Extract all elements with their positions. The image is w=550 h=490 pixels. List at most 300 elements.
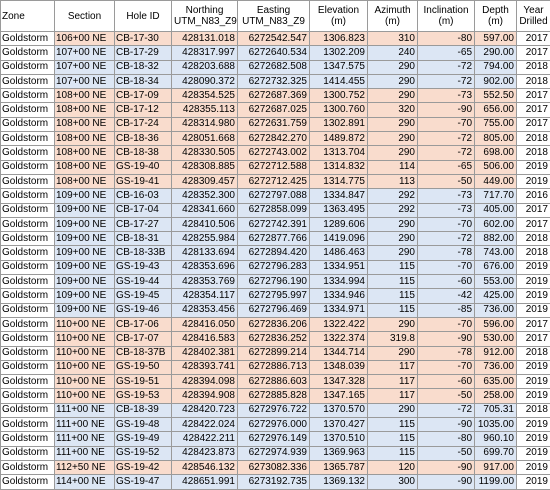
cell-hole-id: CB-17-09 <box>115 89 172 103</box>
cell-year-drilled: 2018 <box>517 60 550 74</box>
table-row <box>1 217 550 231</box>
cell-zone: Goldstorm <box>1 160 55 174</box>
cell-easting: 6272836.206 <box>238 317 310 331</box>
table-row <box>1 432 550 446</box>
cell-inclination: -80 <box>418 432 475 446</box>
cell-section: 110+00 NE <box>55 389 115 403</box>
cell-depth: 736.00 <box>475 360 517 374</box>
cell-azimuth: 290 <box>368 60 418 74</box>
cell-azimuth: 115 <box>368 303 418 317</box>
cell-easting: 6272687.025 <box>238 103 310 117</box>
cell-elevation: 1302.209 <box>310 46 368 60</box>
cell-year-drilled: 2018 <box>517 403 550 417</box>
column-header-azimuth: Azimuth (m) <box>368 1 418 32</box>
table-row <box>1 74 550 88</box>
table-row <box>1 232 550 246</box>
cell-zone: Goldstorm <box>1 132 55 146</box>
table-row <box>1 375 550 389</box>
table-row <box>1 360 550 374</box>
cell-zone: Goldstorm <box>1 432 55 446</box>
cell-depth: 1035.00 <box>475 418 517 432</box>
cell-elevation: 1348.039 <box>310 360 368 374</box>
cell-inclination: -90 <box>418 475 475 489</box>
cell-elevation: 1363.495 <box>310 203 368 217</box>
cell-easting: 6272732.325 <box>238 74 310 88</box>
cell-northing: 428394.098 <box>172 375 238 389</box>
cell-year-drilled: 2017 <box>517 203 550 217</box>
cell-northing: 428393.741 <box>172 360 238 374</box>
cell-zone: Goldstorm <box>1 260 55 274</box>
cell-northing: 428354.525 <box>172 89 238 103</box>
cell-depth: 425.00 <box>475 289 517 303</box>
table-row <box>1 103 550 117</box>
table-body <box>1 32 550 490</box>
cell-zone: Goldstorm <box>1 46 55 60</box>
cell-azimuth: 290 <box>368 317 418 331</box>
cell-hole-id: GS-19-52 <box>115 446 172 460</box>
cell-section: 109+00 NE <box>55 303 115 317</box>
cell-depth: 597.00 <box>475 32 517 46</box>
table-row <box>1 332 550 346</box>
cell-section: 109+00 NE <box>55 217 115 231</box>
cell-azimuth: 290 <box>368 146 418 160</box>
cell-depth: 449.00 <box>475 174 517 188</box>
cell-zone: Goldstorm <box>1 375 55 389</box>
table-row <box>1 317 550 331</box>
cell-hole-id: GS-19-43 <box>115 260 172 274</box>
cell-zone: Goldstorm <box>1 103 55 117</box>
cell-inclination: -50 <box>418 389 475 403</box>
cell-elevation: 1322.422 <box>310 317 368 331</box>
cell-hole-id: GS-19-42 <box>115 460 172 474</box>
cell-year-drilled: 2017 <box>517 317 550 331</box>
cell-year-drilled: 2019 <box>517 174 550 188</box>
cell-depth: 699.70 <box>475 446 517 460</box>
cell-depth: 805.00 <box>475 132 517 146</box>
column-header-northing: Northing UTM_N83_Z9 <box>172 1 238 32</box>
cell-depth: 635.00 <box>475 375 517 389</box>
cell-section: 110+00 NE <box>55 317 115 331</box>
cell-northing: 428416.050 <box>172 317 238 331</box>
cell-northing: 428402.381 <box>172 346 238 360</box>
cell-section: 111+00 NE <box>55 446 115 460</box>
cell-inclination: -72 <box>418 403 475 417</box>
cell-section: 109+00 NE <box>55 203 115 217</box>
cell-year-drilled: 2019 <box>517 303 550 317</box>
cell-inclination: -72 <box>418 146 475 160</box>
cell-depth: 656.00 <box>475 103 517 117</box>
cell-inclination: -70 <box>418 360 475 374</box>
table-row <box>1 475 550 489</box>
cell-easting: 6272899.214 <box>238 346 310 360</box>
cell-inclination: -72 <box>418 132 475 146</box>
table-row <box>1 446 550 460</box>
cell-azimuth: 290 <box>368 246 418 260</box>
cell-year-drilled: 2019 <box>517 360 550 374</box>
cell-northing: 428422.024 <box>172 418 238 432</box>
cell-easting: 6272796.190 <box>238 275 310 289</box>
cell-year-drilled: 2017 <box>517 89 550 103</box>
cell-hole-id: GS-19-50 <box>115 360 172 374</box>
cell-easting: 6272974.939 <box>238 446 310 460</box>
cell-easting: 6272796.469 <box>238 303 310 317</box>
cell-easting: 6272886.713 <box>238 360 310 374</box>
cell-section: 107+00 NE <box>55 46 115 60</box>
cell-year-drilled: 2017 <box>517 217 550 231</box>
cell-depth: 405.00 <box>475 203 517 217</box>
cell-azimuth: 290 <box>368 403 418 417</box>
cell-section: 109+00 NE <box>55 260 115 274</box>
column-header-zone: Zone <box>1 1 55 32</box>
cell-elevation: 1302.891 <box>310 117 368 131</box>
column-header-hole-id: Hole ID <box>115 1 172 32</box>
cell-northing: 428546.132 <box>172 460 238 474</box>
cell-inclination: -73 <box>418 203 475 217</box>
cell-elevation: 1300.760 <box>310 103 368 117</box>
cell-easting: 6272712.588 <box>238 160 310 174</box>
cell-northing: 428651.991 <box>172 475 238 489</box>
cell-azimuth: 300 <box>368 475 418 489</box>
cell-year-drilled: 2019 <box>517 446 550 460</box>
table-row <box>1 289 550 303</box>
cell-elevation: 1370.570 <box>310 403 368 417</box>
cell-year-drilled: 2019 <box>517 160 550 174</box>
cell-section: 109+00 NE <box>55 275 115 289</box>
cell-easting: 6272687.369 <box>238 89 310 103</box>
cell-inclination: -70 <box>418 260 475 274</box>
cell-section: 108+00 NE <box>55 117 115 131</box>
column-header-year-drilled: Year Drilled <box>517 1 550 32</box>
cell-azimuth: 117 <box>368 360 418 374</box>
table-row <box>1 246 550 260</box>
cell-inclination: -60 <box>418 275 475 289</box>
cell-inclination: -72 <box>418 74 475 88</box>
cell-inclination: -50 <box>418 446 475 460</box>
table-row <box>1 403 550 417</box>
table-row <box>1 160 550 174</box>
cell-elevation: 1334.951 <box>310 260 368 274</box>
cell-zone: Goldstorm <box>1 203 55 217</box>
column-header-section: Section <box>55 1 115 32</box>
cell-elevation: 1414.455 <box>310 74 368 88</box>
cell-elevation: 1314.832 <box>310 160 368 174</box>
cell-depth: 552.50 <box>475 89 517 103</box>
cell-year-drilled: 2017 <box>517 332 550 346</box>
cell-zone: Goldstorm <box>1 446 55 460</box>
cell-hole-id: GS-19-44 <box>115 275 172 289</box>
cell-section: 108+00 NE <box>55 146 115 160</box>
table-row <box>1 418 550 432</box>
cell-elevation: 1486.463 <box>310 246 368 260</box>
cell-elevation: 1334.847 <box>310 189 368 203</box>
cell-northing: 428423.873 <box>172 446 238 460</box>
cell-inclination: -70 <box>418 317 475 331</box>
cell-elevation: 1289.606 <box>310 217 368 231</box>
cell-northing: 428353.696 <box>172 260 238 274</box>
cell-easting: 6272976.722 <box>238 403 310 417</box>
cell-inclination: -85 <box>418 303 475 317</box>
cell-hole-id: CB-17-29 <box>115 46 172 60</box>
cell-depth: 290.00 <box>475 46 517 60</box>
table-row <box>1 117 550 131</box>
cell-easting: 6272976.000 <box>238 418 310 432</box>
cell-northing: 428133.694 <box>172 246 238 260</box>
cell-zone: Goldstorm <box>1 89 55 103</box>
table-row <box>1 389 550 403</box>
cell-elevation: 1489.872 <box>310 132 368 146</box>
cell-inclination: -72 <box>418 60 475 74</box>
cell-northing: 428131.018 <box>172 32 238 46</box>
cell-easting: 6272976.149 <box>238 432 310 446</box>
cell-easting: 6272742.391 <box>238 217 310 231</box>
cell-depth: 530.00 <box>475 332 517 346</box>
cell-inclination: -42 <box>418 289 475 303</box>
cell-hole-id: GS-19-51 <box>115 375 172 389</box>
cell-year-drilled: 2019 <box>517 460 550 474</box>
cell-easting: 6273192.735 <box>238 475 310 489</box>
cell-inclination: -73 <box>418 89 475 103</box>
cell-hole-id: CB-17-07 <box>115 332 172 346</box>
cell-hole-id: GS-19-45 <box>115 289 172 303</box>
cell-hole-id: GS-19-48 <box>115 418 172 432</box>
cell-inclination: -90 <box>418 103 475 117</box>
cell-easting: 6272877.766 <box>238 232 310 246</box>
cell-inclination: -60 <box>418 375 475 389</box>
cell-year-drilled: 2019 <box>517 418 550 432</box>
cell-section: 106+00 NE <box>55 32 115 46</box>
cell-easting: 6272797.088 <box>238 189 310 203</box>
cell-zone: Goldstorm <box>1 74 55 88</box>
cell-easting: 6272894.420 <box>238 246 310 260</box>
cell-azimuth: 115 <box>368 260 418 274</box>
cell-azimuth: 117 <box>368 375 418 389</box>
cell-azimuth: 115 <box>368 289 418 303</box>
cell-hole-id: CB-18-33B <box>115 246 172 260</box>
cell-hole-id: CB-18-36 <box>115 132 172 146</box>
column-header-elevation: Elevation (m) <box>310 1 368 32</box>
cell-zone: Goldstorm <box>1 32 55 46</box>
table-row <box>1 346 550 360</box>
cell-year-drilled: 2018 <box>517 232 550 246</box>
table-row <box>1 32 550 46</box>
cell-depth: 596.00 <box>475 317 517 331</box>
cell-azimuth: 115 <box>368 418 418 432</box>
cell-elevation: 1365.787 <box>310 460 368 474</box>
cell-easting: 6272631.759 <box>238 117 310 131</box>
cell-elevation: 1334.994 <box>310 275 368 289</box>
cell-section: 108+00 NE <box>55 160 115 174</box>
cell-elevation: 1347.575 <box>310 60 368 74</box>
cell-section: 108+00 NE <box>55 89 115 103</box>
cell-northing: 428352.300 <box>172 189 238 203</box>
cell-easting: 6272712.425 <box>238 174 310 188</box>
cell-year-drilled: 2019 <box>517 389 550 403</box>
cell-section: 111+00 NE <box>55 432 115 446</box>
cell-azimuth: 120 <box>368 460 418 474</box>
cell-section: 110+00 NE <box>55 375 115 389</box>
cell-year-drilled: 2018 <box>517 246 550 260</box>
cell-year-drilled: 2018 <box>517 346 550 360</box>
cell-depth: 743.00 <box>475 246 517 260</box>
cell-depth: 602.00 <box>475 217 517 231</box>
cell-year-drilled: 2017 <box>517 32 550 46</box>
cell-elevation: 1306.823 <box>310 32 368 46</box>
cell-hole-id: GS-19-49 <box>115 432 172 446</box>
cell-azimuth: 113 <box>368 174 418 188</box>
cell-zone: Goldstorm <box>1 117 55 131</box>
cell-elevation: 1370.427 <box>310 418 368 432</box>
cell-azimuth: 290 <box>368 74 418 88</box>
cell-zone: Goldstorm <box>1 317 55 331</box>
cell-easting: 6272858.099 <box>238 203 310 217</box>
cell-northing: 428255.984 <box>172 232 238 246</box>
cell-depth: 258.00 <box>475 389 517 403</box>
cell-northing: 428420.723 <box>172 403 238 417</box>
table-row <box>1 189 550 203</box>
cell-section: 112+50 NE <box>55 460 115 474</box>
cell-section: 110+00 NE <box>55 346 115 360</box>
cell-depth: 917.00 <box>475 460 517 474</box>
table-row <box>1 89 550 103</box>
cell-elevation: 1370.510 <box>310 432 368 446</box>
cell-zone: Goldstorm <box>1 60 55 74</box>
cell-azimuth: 114 <box>368 160 418 174</box>
cell-elevation: 1300.752 <box>310 89 368 103</box>
table-row <box>1 203 550 217</box>
cell-zone: Goldstorm <box>1 174 55 188</box>
cell-azimuth: 292 <box>368 189 418 203</box>
cell-depth: 698.00 <box>475 146 517 160</box>
cell-azimuth: 240 <box>368 46 418 60</box>
cell-hole-id: CB-18-38 <box>115 146 172 160</box>
cell-northing: 428317.997 <box>172 46 238 60</box>
cell-year-drilled: 2017 <box>517 103 550 117</box>
cell-azimuth: 115 <box>368 446 418 460</box>
cell-section: 110+00 NE <box>55 360 115 374</box>
cell-easting: 6272682.508 <box>238 60 310 74</box>
cell-northing: 428203.688 <box>172 60 238 74</box>
cell-zone: Goldstorm <box>1 403 55 417</box>
cell-elevation: 1334.946 <box>310 289 368 303</box>
cell-depth: 506.00 <box>475 160 517 174</box>
cell-depth: 960.10 <box>475 432 517 446</box>
cell-azimuth: 319.8 <box>368 332 418 346</box>
cell-zone: Goldstorm <box>1 232 55 246</box>
cell-azimuth: 290 <box>368 89 418 103</box>
cell-northing: 428341.660 <box>172 203 238 217</box>
cell-inclination: -90 <box>418 418 475 432</box>
cell-hole-id: CB-18-31 <box>115 232 172 246</box>
cell-azimuth: 290 <box>368 117 418 131</box>
cell-northing: 428410.506 <box>172 217 238 231</box>
cell-northing: 428394.908 <box>172 389 238 403</box>
cell-year-drilled: 2016 <box>517 189 550 203</box>
cell-year-drilled: 2017 <box>517 117 550 131</box>
cell-year-drilled: 2019 <box>517 375 550 389</box>
cell-year-drilled: 2018 <box>517 146 550 160</box>
table-row <box>1 146 550 160</box>
cell-azimuth: 290 <box>368 232 418 246</box>
cell-section: 108+00 NE <box>55 174 115 188</box>
header-row <box>1 1 550 32</box>
cell-northing: 428416.583 <box>172 332 238 346</box>
cell-easting: 6272836.252 <box>238 332 310 346</box>
cell-section: 109+00 NE <box>55 246 115 260</box>
cell-depth: 1199.00 <box>475 475 517 489</box>
column-header-inclination: Inclination (m) <box>418 1 475 32</box>
cell-zone: Goldstorm <box>1 275 55 289</box>
cell-easting: 6272795.997 <box>238 289 310 303</box>
cell-hole-id: CB-17-12 <box>115 103 172 117</box>
cell-hole-id: CB-18-32 <box>115 60 172 74</box>
cell-section: 111+00 NE <box>55 403 115 417</box>
cell-depth: 755.00 <box>475 117 517 131</box>
cell-inclination: -72 <box>418 232 475 246</box>
cell-elevation: 1313.704 <box>310 146 368 160</box>
cell-zone: Goldstorm <box>1 346 55 360</box>
cell-elevation: 1334.971 <box>310 303 368 317</box>
cell-hole-id: CB-18-37B <box>115 346 172 360</box>
cell-northing: 428422.211 <box>172 432 238 446</box>
cell-section: 109+00 NE <box>55 189 115 203</box>
cell-inclination: -65 <box>418 46 475 60</box>
cell-hole-id: GS-19-47 <box>115 475 172 489</box>
cell-section: 111+00 NE <box>55 418 115 432</box>
cell-elevation: 1419.096 <box>310 232 368 246</box>
cell-zone: Goldstorm <box>1 360 55 374</box>
cell-azimuth: 290 <box>368 217 418 231</box>
cell-azimuth: 115 <box>368 275 418 289</box>
cell-elevation: 1344.714 <box>310 346 368 360</box>
cell-elevation: 1347.165 <box>310 389 368 403</box>
column-header-depth: Depth (m) <box>475 1 517 32</box>
cell-azimuth: 290 <box>368 132 418 146</box>
cell-northing: 428353.456 <box>172 303 238 317</box>
cell-depth: 882.00 <box>475 232 517 246</box>
cell-azimuth: 115 <box>368 432 418 446</box>
cell-zone: Goldstorm <box>1 289 55 303</box>
cell-hole-id: GS-19-53 <box>115 389 172 403</box>
cell-azimuth: 290 <box>368 346 418 360</box>
cell-section: 107+00 NE <box>55 60 115 74</box>
cell-depth: 717.70 <box>475 189 517 203</box>
cell-hole-id: CB-17-24 <box>115 117 172 131</box>
cell-depth: 902.00 <box>475 74 517 88</box>
cell-depth: 676.00 <box>475 260 517 274</box>
cell-easting: 6272842.270 <box>238 132 310 146</box>
cell-northing: 428355.113 <box>172 103 238 117</box>
cell-section: 109+00 NE <box>55 289 115 303</box>
cell-hole-id: GS-19-41 <box>115 174 172 188</box>
cell-inclination: -70 <box>418 217 475 231</box>
cell-zone: Goldstorm <box>1 303 55 317</box>
cell-year-drilled: 2019 <box>517 275 550 289</box>
cell-inclination: -78 <box>418 246 475 260</box>
cell-elevation: 1322.374 <box>310 332 368 346</box>
table-row <box>1 275 550 289</box>
cell-azimuth: 292 <box>368 203 418 217</box>
cell-azimuth: 320 <box>368 103 418 117</box>
cell-zone: Goldstorm <box>1 189 55 203</box>
cell-depth: 553.00 <box>475 275 517 289</box>
cell-easting: 6272542.547 <box>238 32 310 46</box>
cell-hole-id: CB-17-30 <box>115 32 172 46</box>
cell-northing: 428308.885 <box>172 160 238 174</box>
cell-hole-id: CB-17-27 <box>115 217 172 231</box>
cell-inclination: -80 <box>418 32 475 46</box>
cell-easting: 6272886.603 <box>238 375 310 389</box>
cell-year-drilled: 2019 <box>517 289 550 303</box>
